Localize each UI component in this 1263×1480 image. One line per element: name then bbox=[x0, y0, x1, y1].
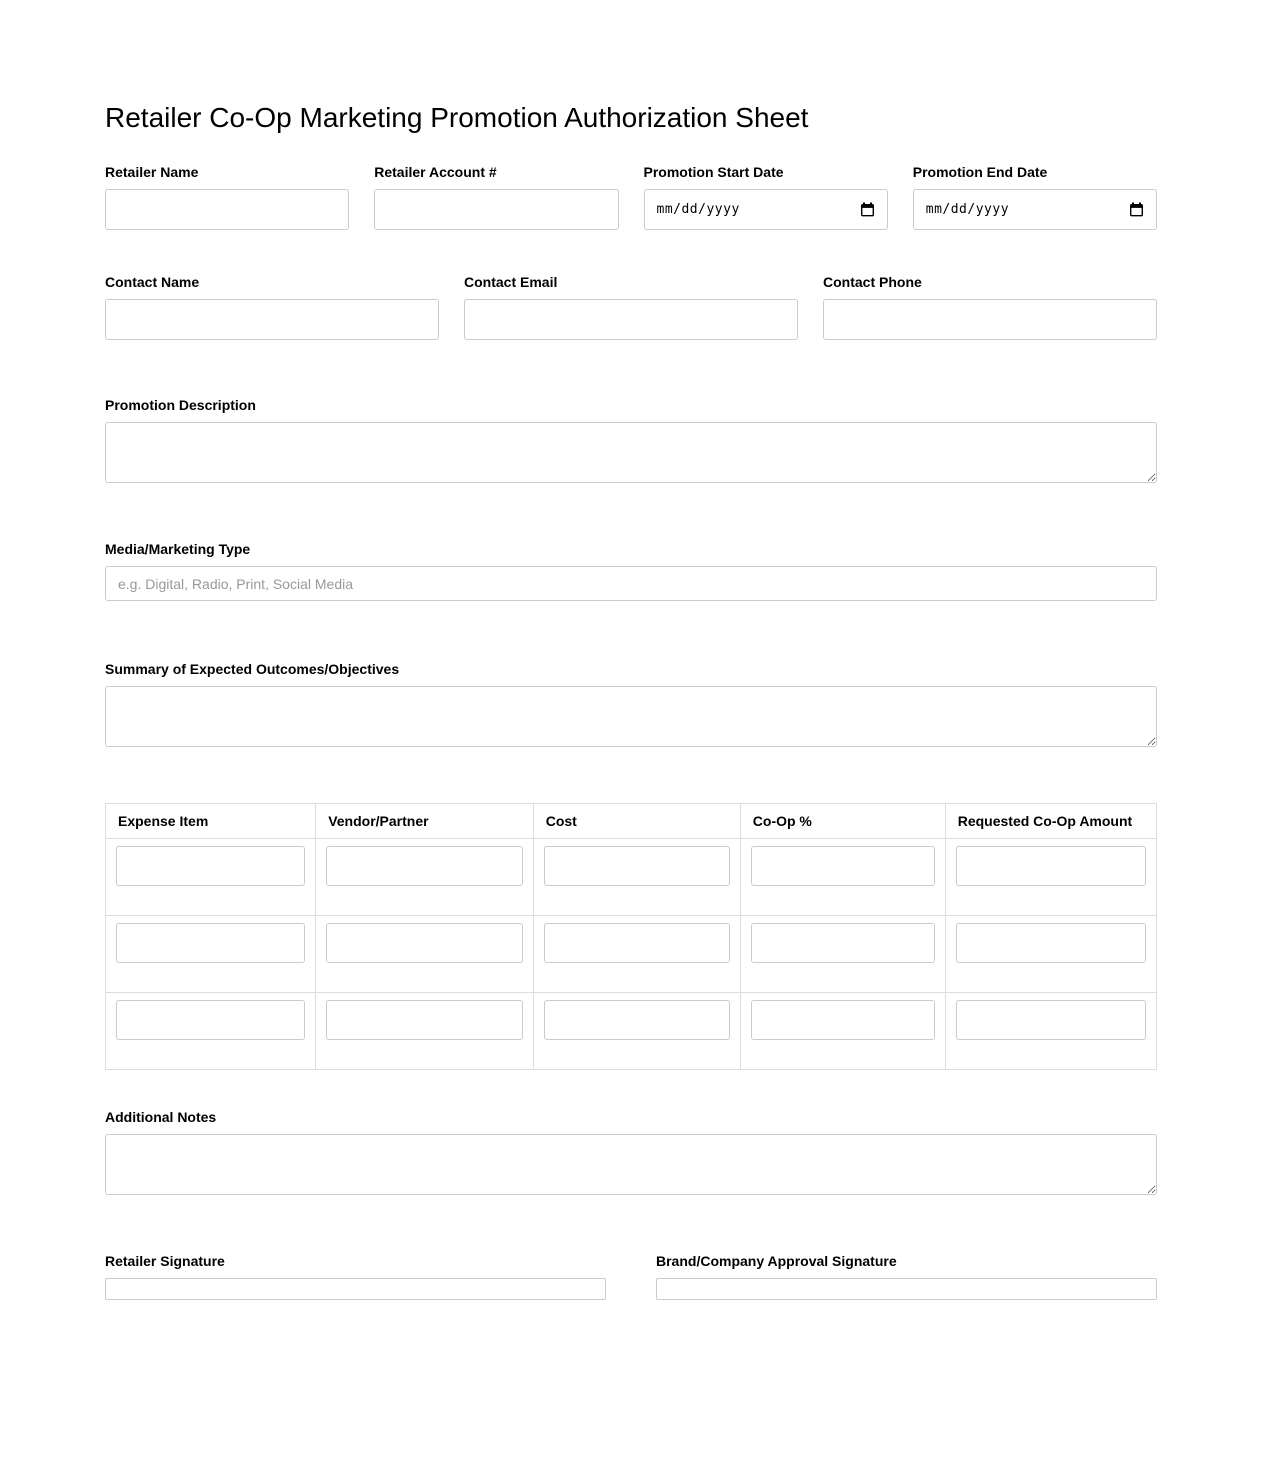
contact-phone-label: Contact Phone bbox=[823, 274, 922, 291]
row-retailer-dates bbox=[105, 164, 1157, 230]
retailer-name-input[interactable] bbox=[105, 189, 349, 230]
expense-item-input[interactable] bbox=[116, 846, 305, 886]
expense-table-row bbox=[106, 916, 1157, 993]
contact-name-input[interactable] bbox=[105, 299, 439, 340]
coop-percent-input[interactable] bbox=[751, 846, 935, 886]
promotion-start-date-input[interactable] bbox=[644, 189, 888, 230]
calendar-icon[interactable] bbox=[1129, 202, 1144, 217]
expense-table-header-row bbox=[106, 804, 1157, 839]
section-promotion-description bbox=[105, 397, 1157, 483]
contact-email-input[interactable] bbox=[464, 299, 798, 340]
retailer-signature-label: Retailer Signature bbox=[105, 1253, 225, 1270]
coop-percent-header: Co-Op % bbox=[740, 804, 945, 839]
calendar-icon[interactable] bbox=[860, 202, 875, 217]
vendor-partner-input[interactable] bbox=[326, 1000, 523, 1040]
media-type-label: Media/Marketing Type bbox=[105, 541, 251, 558]
field-retailer-account bbox=[374, 164, 618, 230]
requested-coop-amount-input[interactable] bbox=[956, 923, 1146, 963]
cost-header: Cost bbox=[533, 804, 740, 839]
promotion-description-textarea[interactable] bbox=[105, 422, 1157, 483]
retailer-account-input[interactable] bbox=[374, 189, 618, 230]
field-promotion-end-date bbox=[913, 164, 1157, 230]
field-retailer-signature bbox=[105, 1253, 606, 1300]
requested-coop-amount-input[interactable] bbox=[956, 846, 1146, 886]
cost-input[interactable] bbox=[544, 923, 730, 963]
cost-input[interactable] bbox=[544, 1000, 730, 1040]
expense-table-row bbox=[106, 993, 1157, 1070]
promotion-end-date-label: Promotion End Date bbox=[912, 164, 1048, 181]
expense-item-input[interactable] bbox=[116, 1000, 305, 1040]
field-contact-phone bbox=[823, 274, 1157, 340]
coop-percent-input[interactable] bbox=[751, 1000, 935, 1040]
section-media-type bbox=[105, 541, 1157, 601]
expense-table bbox=[105, 803, 1157, 1070]
expense-item-input[interactable] bbox=[116, 923, 305, 963]
field-contact-email bbox=[464, 274, 798, 340]
additional-notes-textarea[interactable] bbox=[105, 1134, 1157, 1195]
retailer-name-label: Retailer Name bbox=[105, 164, 199, 181]
field-contact-name bbox=[105, 274, 439, 340]
contact-name-label: Contact Name bbox=[105, 274, 200, 291]
row-signatures bbox=[105, 1253, 1157, 1300]
page-title: Retailer Co-Op Marketing Promotion Authorization Sheet bbox=[105, 102, 809, 133]
expense-table-row bbox=[106, 839, 1157, 916]
retailer-signature-input[interactable] bbox=[105, 1278, 606, 1300]
section-summary bbox=[105, 661, 1157, 747]
row-contact-info bbox=[105, 274, 1157, 340]
brand-approval-signature-label: Brand/Company Approval Signature bbox=[656, 1253, 897, 1270]
vendor-partner-header: Vendor/Partner bbox=[316, 804, 534, 839]
section-additional-notes bbox=[105, 1109, 1157, 1195]
vendor-partner-input[interactable] bbox=[326, 846, 523, 886]
requested-coop-amount-header: Requested Co-Op Amount bbox=[945, 804, 1156, 839]
additional-notes-label: Additional Notes bbox=[105, 1109, 217, 1126]
field-promotion-start-date bbox=[644, 164, 888, 230]
contact-phone-input[interactable] bbox=[823, 299, 1157, 340]
field-brand-approval-signature bbox=[656, 1253, 1157, 1300]
summary-textarea[interactable] bbox=[105, 686, 1157, 747]
coop-authorization-form bbox=[105, 0, 1157, 1480]
date-placeholder-text: mm/dd/yyyy bbox=[656, 202, 740, 218]
cost-input[interactable] bbox=[544, 846, 730, 886]
summary-label: Summary of Expected Outcomes/Objectives bbox=[105, 661, 400, 678]
field-retailer-name bbox=[105, 164, 349, 230]
coop-percent-input[interactable] bbox=[751, 923, 935, 963]
promotion-start-date-label: Promotion Start Date bbox=[643, 164, 784, 181]
retailer-account-label: Retailer Account # bbox=[374, 164, 497, 181]
vendor-partner-input[interactable] bbox=[326, 923, 523, 963]
date-placeholder-text: mm/dd/yyyy bbox=[925, 202, 1010, 218]
promotion-description-label: Promotion Description bbox=[105, 397, 256, 414]
brand-approval-signature-input[interactable] bbox=[656, 1278, 1157, 1300]
requested-coop-amount-input[interactable] bbox=[956, 1000, 1146, 1040]
media-type-input[interactable] bbox=[105, 566, 1157, 601]
contact-email-label: Contact Email bbox=[464, 274, 558, 291]
expense-item-header: Expense Item bbox=[106, 804, 316, 839]
promotion-end-date-input[interactable] bbox=[913, 189, 1157, 230]
